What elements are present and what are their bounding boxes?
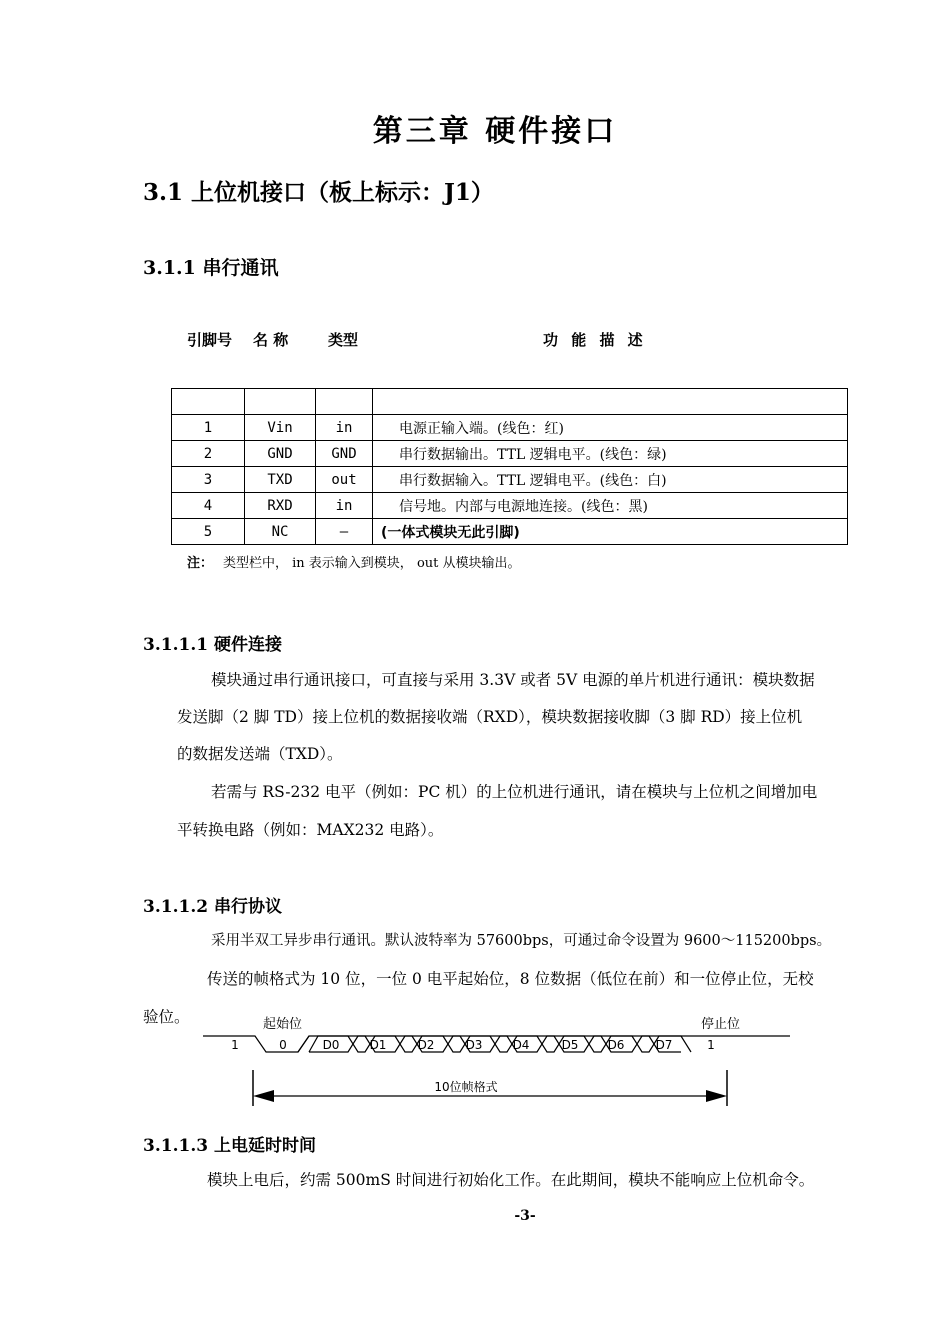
pin-number: 3: [172, 467, 245, 493]
bit-label: 0: [279, 1038, 287, 1052]
pin-description: 串行数据输入。TTL 逻辑电平。(线色：白): [373, 467, 848, 493]
section-title: 3.1 上位机接口（板上标示：J1）: [143, 179, 494, 206]
bit-label: D5: [561, 1038, 579, 1052]
paragraph-line: 若需与 RS-232 电平（例如：PC 机）的上位机进行通讯，请在模块与上位机之间增加电: [211, 783, 818, 801]
bit-label: D3: [465, 1038, 483, 1052]
paragraph-line: 的数据发送端（TXD）。: [177, 745, 343, 763]
chapter-title: 第三章 硬件接口: [372, 114, 618, 149]
frame-format-diagram: [0, 1010, 950, 1110]
heading-hardware-connection: 3.1.1.1 硬件连接: [143, 635, 282, 655]
heading-serial-protocol: 3.1.1.2 串行协议: [143, 897, 282, 917]
pin-number: 5: [172, 519, 245, 545]
pin-description: 串行数据输出。TTL 逻辑电平。(线色：绿): [373, 441, 848, 467]
pin-number: 1: [172, 415, 245, 441]
table-row: [172, 441, 848, 467]
paragraph-line: 采用半双工异步串行通讯。默认波特率为 57600bps，可通过命令设置为 9600～115200bps。: [211, 933, 832, 949]
pin-name: NC: [245, 519, 316, 545]
table-row: [172, 493, 848, 519]
start-bit-label: 起始位: [263, 1017, 303, 1032]
waveform-high: [203, 1036, 790, 1052]
table-row: [172, 415, 848, 441]
pin-type: in: [316, 493, 373, 519]
right-arrow-icon: [706, 1090, 727, 1102]
pin-name: TXD: [245, 467, 316, 493]
subsection-title: 3.1.1 串行通讯: [143, 257, 279, 279]
waveform-low: [309, 1036, 681, 1052]
paragraph-line: 模块通过串行通讯接口，可直接与采用 3.3V 或者 5V 电源的单片机进行通讯：模块数据: [211, 671, 815, 689]
table-row: [172, 519, 848, 545]
bit-label: D7: [655, 1038, 673, 1052]
bit-label: D0: [322, 1038, 340, 1052]
frame-format-label: 10位帧格式: [434, 1080, 498, 1094]
header-name: 名 称: [253, 331, 289, 349]
paragraph-line: 模块上电后，约需 500mS 时间进行初始化工作。在此期间，模块不能响应上位机命令。: [207, 1171, 815, 1189]
paragraph-line: 验位。: [143, 1008, 190, 1026]
pin-description: (一体式模块无此引脚): [373, 519, 848, 545]
heading-power-on-delay: 3.1.1.3 上电延时时间: [143, 1136, 316, 1156]
pin-description: 信号地。内部与电源地连接。(线色：黑): [373, 493, 848, 519]
paragraph-line: 发送脚（2 脚 TD）接上位机的数据接收端（RXD），模块数据接收脚（3 脚 RD）接上位机: [177, 708, 803, 726]
pin-table: [171, 388, 848, 545]
table-note: [187, 552, 521, 571]
pin-name: RXD: [245, 493, 316, 519]
bit-label: D4: [512, 1038, 530, 1052]
paragraph-line: 平转换电路（例如：MAX232 电路）。: [177, 821, 444, 839]
bit-label: 1: [231, 1038, 239, 1052]
left-arrow-icon: [253, 1090, 274, 1102]
header-function: 功 能 描 述: [543, 331, 647, 349]
table-row: [172, 467, 848, 493]
bit-label: 1: [707, 1038, 715, 1052]
pin-type: in: [316, 415, 373, 441]
header-type: 类型: [328, 331, 359, 349]
pin-type: —: [316, 519, 373, 545]
pin-name: Vin: [245, 415, 316, 441]
page-number: -3-: [514, 1208, 536, 1224]
pin-number: 4: [172, 493, 245, 519]
pin-type: out: [316, 467, 373, 493]
bit-label: D6: [607, 1038, 625, 1052]
table-row-empty: [172, 389, 848, 415]
bit-label: D1: [369, 1038, 387, 1052]
stop-bit-label: 停止位: [701, 1017, 741, 1032]
pin-type: GND: [316, 441, 373, 467]
paragraph-line: 传送的帧格式为 10 位，一位 0 电平起始位，8 位数据（低位在前）和一位停止位，无校: [207, 970, 814, 988]
bit-label: D2: [417, 1038, 435, 1052]
note-label: 注：: [187, 556, 214, 571]
header-pin-no: 引脚号: [187, 331, 233, 349]
pin-description: 电源正输入端。(线色：红): [373, 415, 848, 441]
pin-name: GND: [245, 441, 316, 467]
note-text: 类型栏中， in 表示输入到模块， out 从模块输出。: [223, 556, 521, 571]
pin-number: 2: [172, 441, 245, 467]
